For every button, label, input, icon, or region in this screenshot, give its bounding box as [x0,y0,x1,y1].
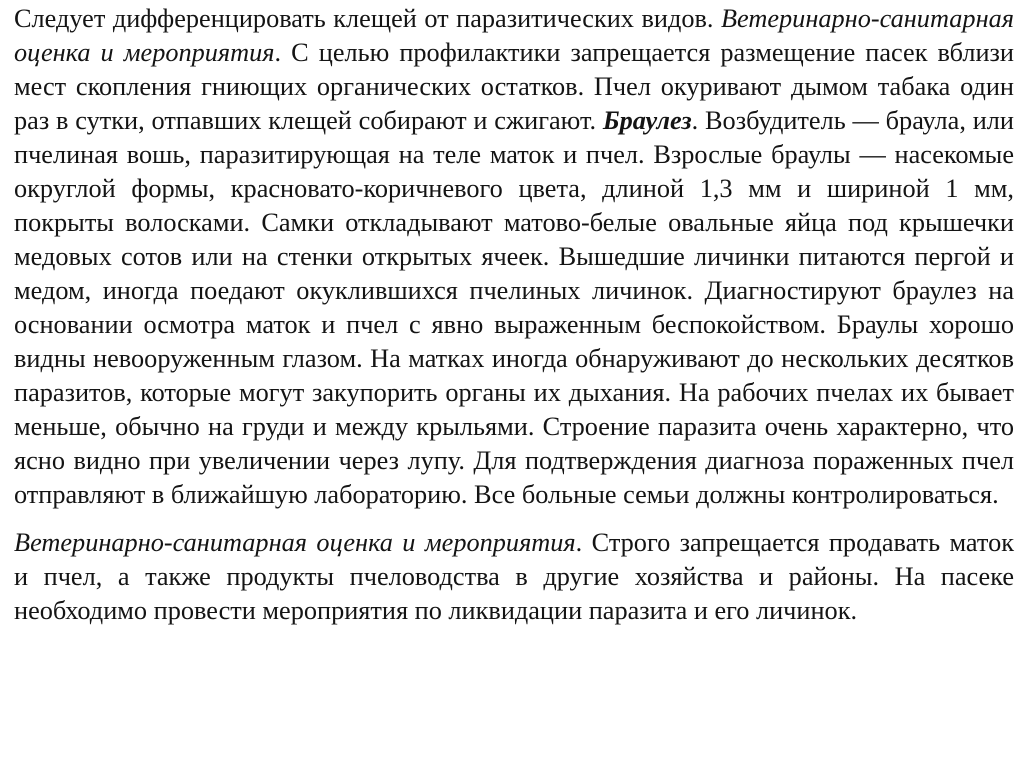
term-braulez: Браулез [602,106,692,135]
text-segment: . Строго запрещается продавать маток и пчел, а также продукты пчеловодства в другие хозяйства и районы. На пасеке необходимо провести мероприятия по ликвидации паразита и его личинок. [14,528,1014,625]
paragraph-vet-measures [14,526,1014,628]
document-page [14,2,1014,628]
paragraph-braulez [14,2,1014,512]
text-segment: . С целью профилактики запрещается размещение пасек вблизи мест скопления гниющих органических остатков. Пчел окуривают дымом табака один раз в сутки, отпавших клещей собирают и сжигают. [14,38,1015,135]
heading-vet-sanitary-assessment: Ветеринарно-санитарная оценка и мероприятия [14,4,1014,67]
text-segment: Следует дифференцировать клещей от паразитических видов. [14,4,721,33]
heading-vet-sanitary-assessment: Ветеринарно-санитарная оценка и мероприятия [14,528,576,557]
text-segment: . Возбудитель — браула, или пчелиная вошь, паразитирующая на теле маток и пчел. Взрослые браулы — насекомые округлой формы, красновато-коричневого цвета, длиной 1,3 мм и шириной 1 мм, покрыты волосками. Самки откладывают матово-белые овальные яйца под крышечки медовых сотов или на стенки открытых ячеек. Вышедшие личинки питаются пергой и медом, иногда поедают окуклившихся пчелиных личинок. Диагностируют браулез на основании осмотра маток и пчел с явно выраженным беспокойством. Браулы хорошо видны невооруженным глазом. На матках иногда обнаруживают до нескольких десятков паразитов, которые могут закупорить органы их дыхания. На рабочих пчелах их бывает меньше, обычно на груди и между крыльями. Строение паразита очень характерно, что ясно видно при увеличении через лупу. Для подтверждения диагноза пораженных пчел отправляют в ближайшую лабораторию. Все больные семьи должны контролироваться. [14,106,1014,509]
